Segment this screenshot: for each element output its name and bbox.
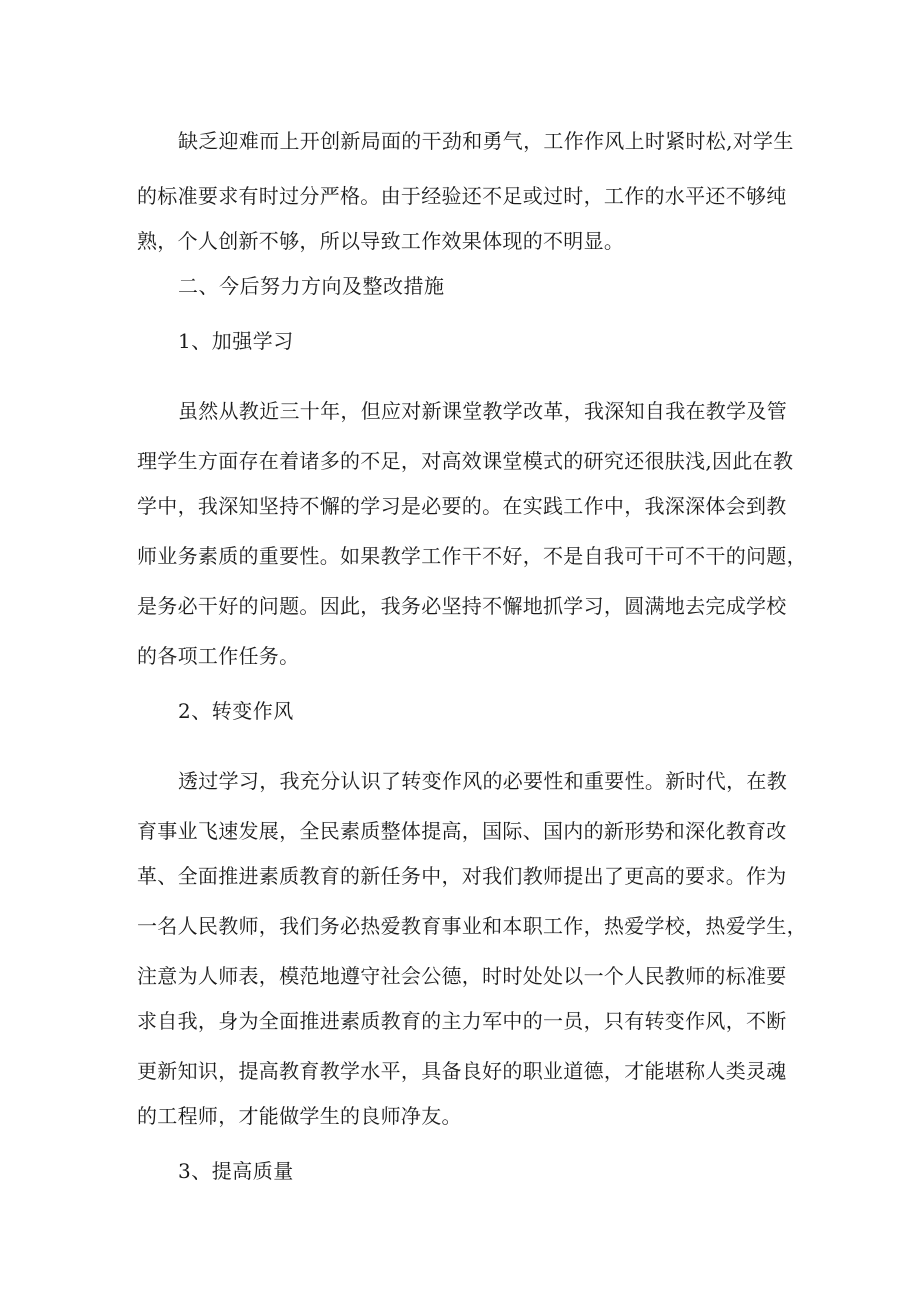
paragraph-3-line-3: 革、全面推进素质教育的新任务中，对我们教师提出了更高的要求。作为 bbox=[137, 864, 787, 888]
paragraph-2-line-5: 是务必干好的问题。因此，我务必坚持不懈地抓学习，圆满地去完成学校 bbox=[137, 594, 787, 618]
paragraph-2-line-1: 虽然从教近三十年，但应对新课堂教学改革，我深知自我在教学及管 bbox=[178, 399, 787, 423]
paragraph-3-line-8: 的工程师，才能做学生的良师净友。 bbox=[137, 1104, 462, 1128]
item-1-heading: 1、加强学习 bbox=[178, 329, 294, 353]
paragraph-1-line-1: 缺乏迎难而上开创新局面的干劲和勇气，工作作风上时紧时松,对学生 bbox=[178, 129, 794, 153]
paragraph-2-line-4: 师业务素质的重要性。如果教学工作干不好，不是自我可干可不干的问题， bbox=[137, 544, 807, 568]
paragraph-1-line-3: 熟，个人创新不够，所以导致工作效果体现的不明显。 bbox=[137, 229, 625, 253]
paragraph-3-line-6: 求自我，身为全面推进素质教育的主力军中的一员，只有转变作风，不断 bbox=[137, 1009, 787, 1033]
paragraph-3-line-1: 透过学习，我充分认识了转变作风的必要性和重要性。新时代，在教 bbox=[178, 769, 787, 793]
item-3-heading: 3、提高质量 bbox=[178, 1159, 294, 1183]
paragraph-3-line-4: 一名人民教师，我们务必热爱教育事业和本职工作，热爱学校，热爱学生， bbox=[137, 914, 807, 938]
paragraph-3-line-7: 更新知识，提高教育教学水平，具备良好的职业道德，才能堪称人类灵魂 bbox=[137, 1059, 787, 1083]
paragraph-1-line-2: 的标准要求有时过分严格。由于经验还不足或过时，工作的水平还不够纯 bbox=[137, 184, 787, 208]
item-2-heading: 2、转变作风 bbox=[178, 699, 294, 723]
paragraph-2-line-3: 学中，我深知坚持不懈的学习是必要的。在实践工作中，我深深体会到教 bbox=[137, 494, 787, 518]
paragraph-3-line-5: 注意为人师表，模范地遵守社会公德，时时处处以一个人民教师的标准要 bbox=[137, 964, 787, 988]
paragraph-2-line-6: 的各项工作任务。 bbox=[137, 644, 300, 668]
section-heading: 二、今后努力方向及整改措施 bbox=[178, 274, 445, 298]
paragraph-3-line-2: 育事业飞速发展，全民素质整体提高，国际、国内的新形势和深化教育改 bbox=[137, 819, 787, 843]
paragraph-2-line-2: 理学生方面存在着诸多的不足，对高效课堂模式的研究还很肤浅,因此在教 bbox=[137, 449, 794, 473]
